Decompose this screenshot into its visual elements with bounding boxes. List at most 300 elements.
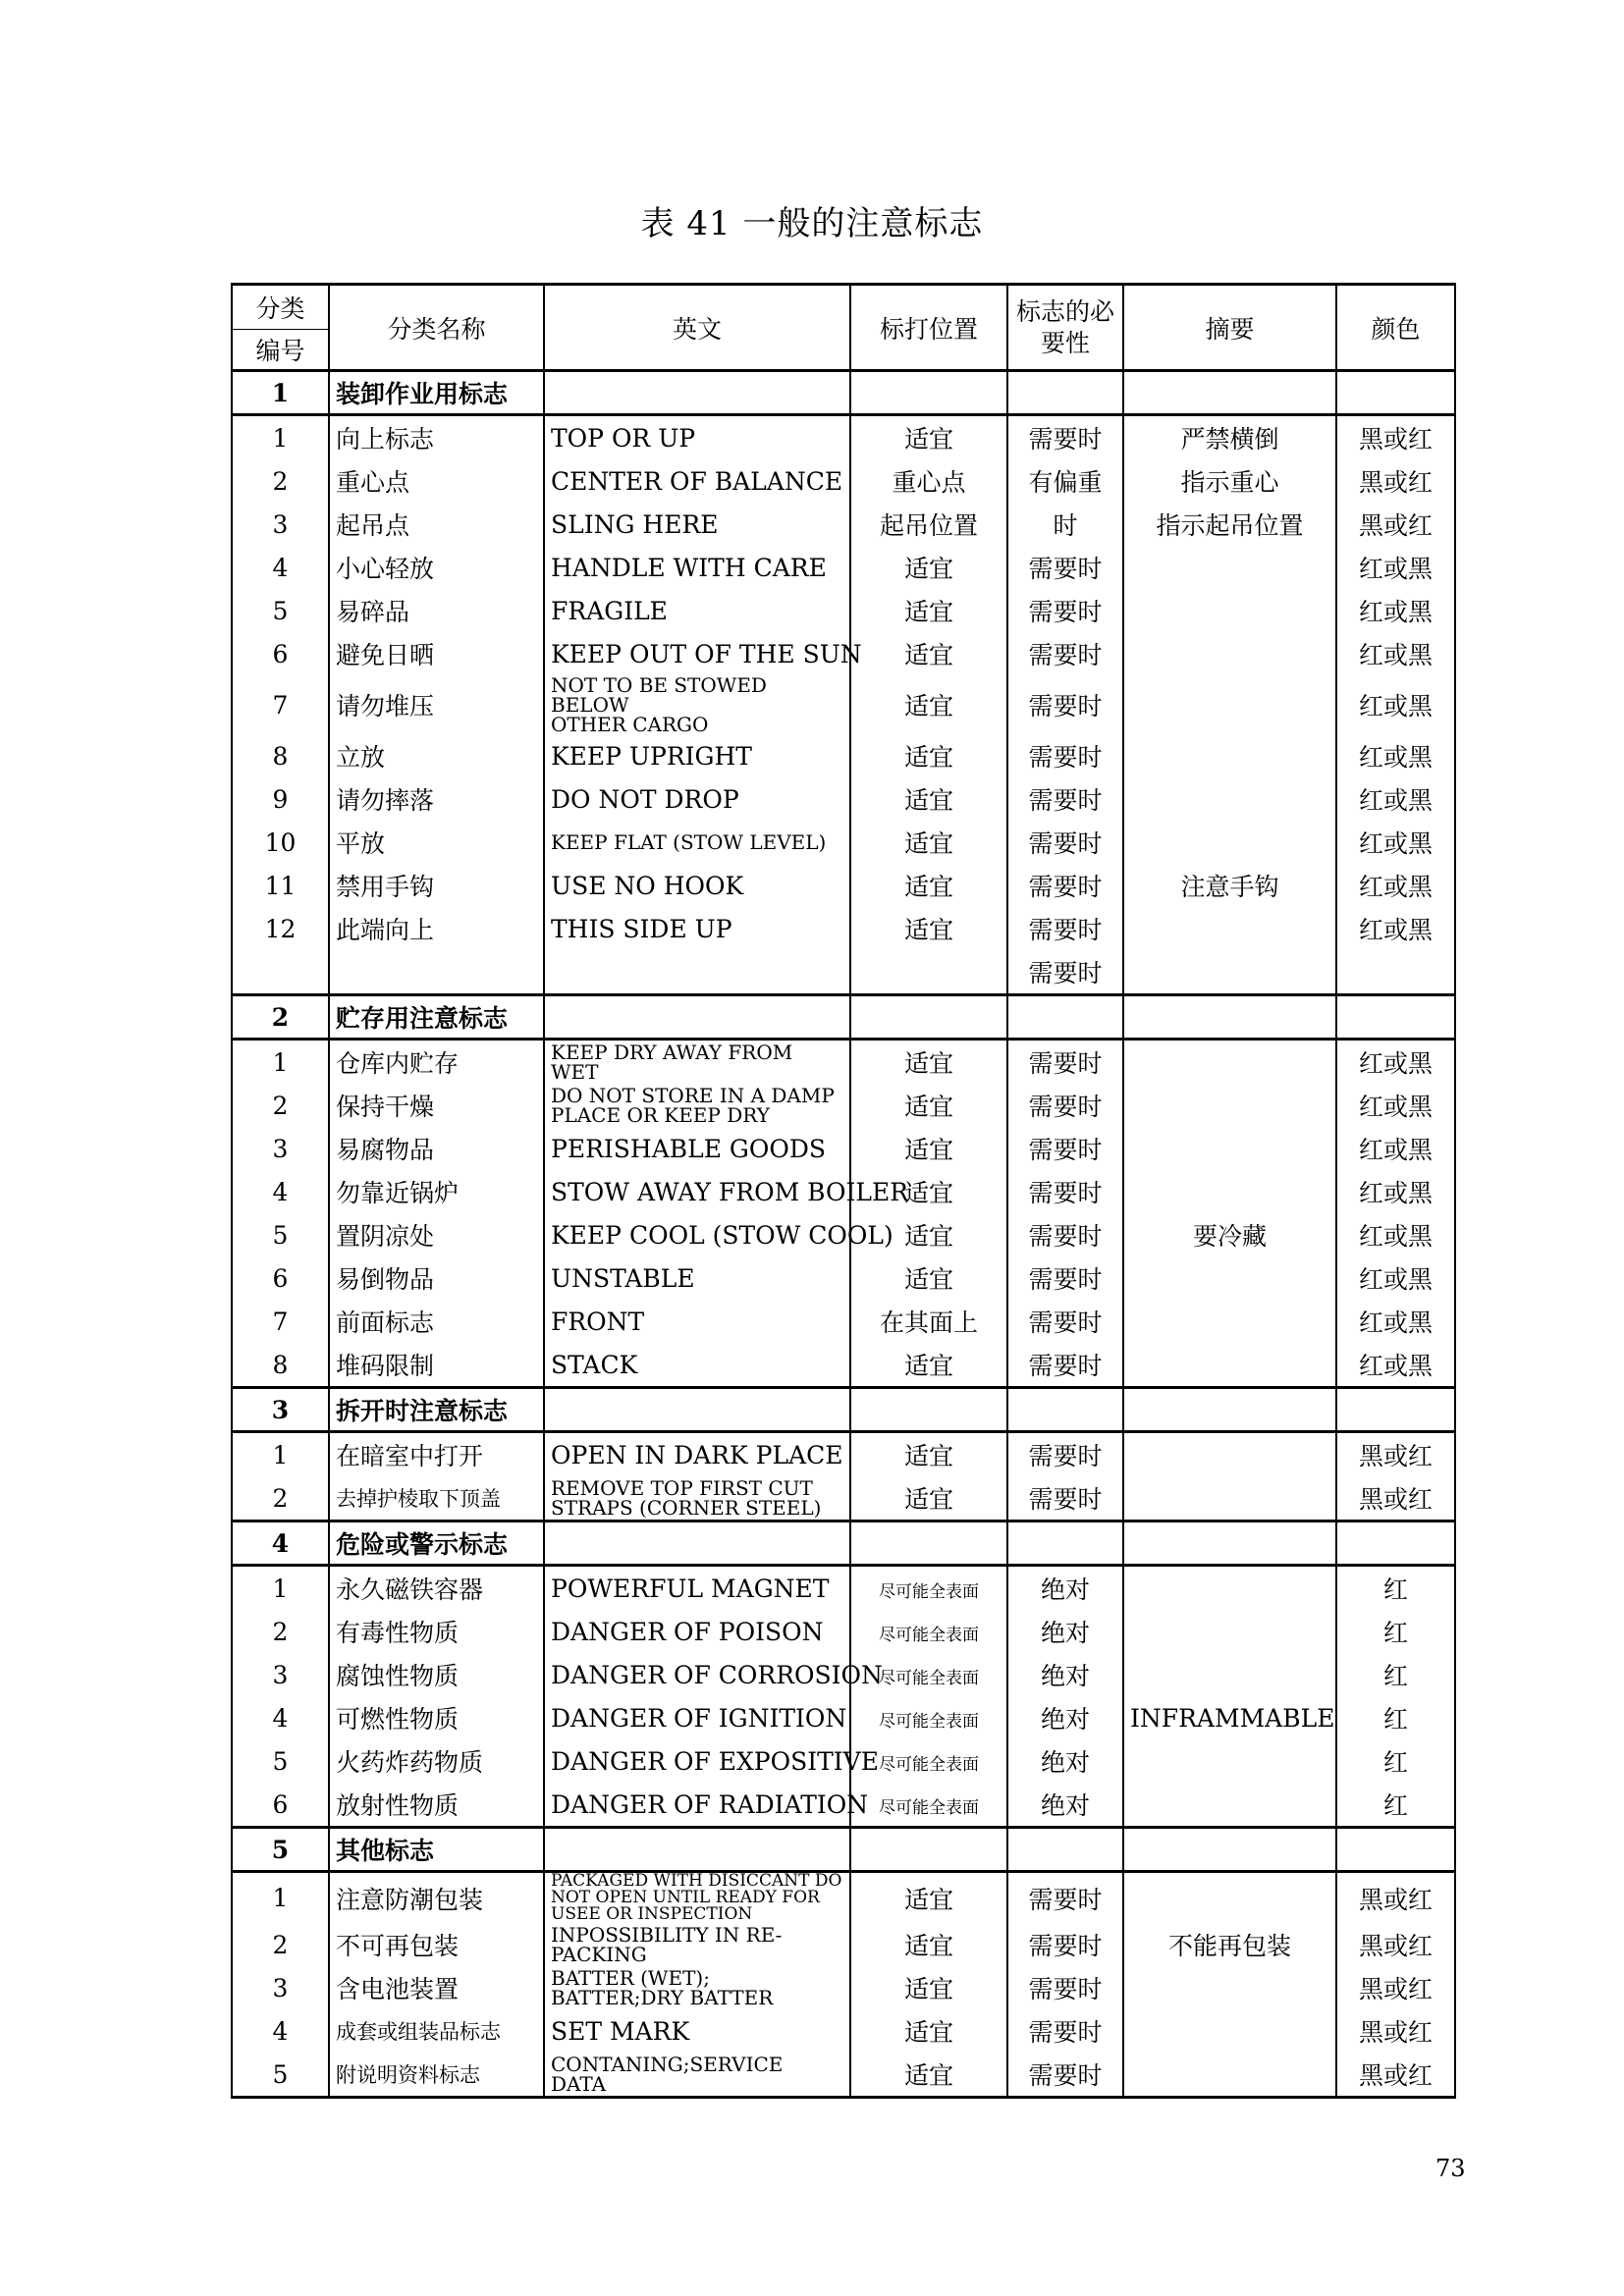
table-row [232,1872,1455,1924]
section-empty-cell [1123,1828,1336,1872]
row-english-text: OPEN IN DARK PLACE [551,1440,843,1469]
row-summary [1123,1653,1336,1696]
row-english-text: STOW AWAY FROM BOILER [551,1177,909,1206]
section-empty-cell [1336,1828,1455,1872]
row-summary [1123,1476,1336,1522]
row-color: 红 [1336,1653,1455,1696]
row-position-text: 适宜 [903,692,953,721]
row-number: 3 [232,503,329,546]
row-summary [1123,1566,1336,1611]
header-color: 颜色 [1336,285,1455,371]
row-english-text: DANGER OF IGNITION [551,1703,847,1733]
section-empty-cell [850,995,1007,1040]
row-color: 红或黑 [1336,1256,1455,1300]
row-necessity: 需要时 [1007,1923,1123,1966]
row-summary [1123,734,1336,777]
row-name-text: 立放 [336,743,386,772]
row-color: 黑或红 [1336,1966,1455,2009]
row-name [329,2009,544,2053]
row-number: 4 [232,1170,329,1213]
row-number: 6 [232,1256,329,1300]
section-number: 4 [232,1522,329,1566]
row-color: 红或黑 [1336,1213,1455,1256]
row-name-text: 请勿摔落 [336,786,435,815]
row-position-text: 尽可能全表面 [879,1625,979,1645]
table-row [232,1256,1455,1300]
row-name [329,415,544,460]
row-english-text: BATTER;DRY BATTER [551,1986,774,2009]
row-necessity: 需要时 [1007,415,1123,460]
row-color: 红或黑 [1336,1170,1455,1213]
section-header-row [232,995,1455,1040]
row-summary [1123,1783,1336,1828]
row-number: 4 [232,1696,329,1739]
row-position-text: 适宜 [903,1179,953,1207]
row-english [544,1739,879,1783]
row-english-text: FRAGILE [551,596,668,625]
row-summary [1123,1966,1336,2009]
row-name [329,589,544,632]
page-title: 表 41 一般的注意标志 [640,204,984,243]
row-position-text: 适宜 [903,1093,953,1121]
row-name-text: 不可再包装 [336,1932,460,1960]
table-row [232,1739,1455,1783]
row-name [329,1566,544,1611]
row-english-text: NOT OPEN UNTIL READY FOR [551,1888,820,1907]
row-color: 红 [1336,1566,1455,1611]
row-english [544,2053,850,2098]
row-english [544,589,850,632]
row-necessity: 时 [1007,503,1123,546]
row-english-text: INPOSSIBILITY IN RE-PACKING [551,1923,783,1966]
row-position-text: 尽可能全表面 [879,1797,979,1818]
row-english-text: PLACE OR KEEP DRY [551,1103,770,1127]
row-number [232,950,329,995]
row-necessity: 需要时 [1007,589,1123,632]
row-name [329,1923,544,1966]
row-position-text: 适宜 [903,1352,953,1380]
row-name-text: 起吊点 [336,511,410,540]
row-position-text: 尽可能全表面 [879,1711,979,1732]
row-number: 8 [232,1343,329,1388]
row-color: 黑或红 [1336,1432,1455,1477]
row-necessity: 需要时 [1007,1170,1123,1213]
row-english-text: CENTER OF BALANCE [551,466,843,496]
row-position-text: 尽可能全表面 [879,1668,979,1688]
row-number: 5 [232,1213,329,1256]
row-name [329,1739,544,1783]
row-english-text: USE NO HOOK [551,871,744,900]
section-empty-cell [544,1522,850,1566]
section-empty-cell [544,1388,850,1432]
row-position [850,1696,1007,1739]
row-position-text: 适宜 [903,1136,953,1164]
row-name-text: 含电池装置 [336,1975,460,2003]
row-color: 红 [1336,1783,1455,1828]
row-number: 7 [232,1300,329,1343]
row-position [850,1127,1007,1170]
row-color: 红或黑 [1336,1040,1455,1085]
row-color: 黑或红 [1336,1476,1455,1522]
row-name [329,821,544,864]
row-english-text: UNSTABLE [551,1263,695,1293]
table-row [232,415,1455,460]
header-code-bottom: 编号 [232,330,329,371]
section-empty-cell [1336,1522,1455,1566]
table-row [232,1213,1455,1256]
row-summary [1123,1040,1336,1085]
row-name-text: 避免日晒 [336,641,435,669]
row-color: 黑或红 [1336,2053,1455,2098]
row-position [850,1300,1007,1343]
row-summary [1123,821,1336,864]
section-name: 拆开时注意标志 [329,1388,544,1432]
row-position [850,1872,1007,1924]
section-empty-cell [544,371,850,415]
row-name [329,1696,544,1739]
row-position [850,1432,1007,1477]
row-necessity: 绝对 [1007,1653,1123,1696]
row-name [329,1653,544,1696]
row-necessity: 需要时 [1007,1040,1123,1085]
row-english-text: KEEP COOL (STOW COOL) [551,1220,893,1250]
row-number: 1 [232,1566,329,1611]
row-english [544,1923,850,1966]
row-color: 红或黑 [1336,589,1455,632]
table-row [232,459,1455,503]
row-position [850,1476,1007,1522]
row-name-text: 有毒性物质 [336,1619,460,1647]
row-position [850,907,1007,950]
row-necessity: 需要时 [1007,2009,1123,2053]
row-name [329,1127,544,1170]
row-summary [1123,1610,1336,1653]
section-number: 2 [232,995,329,1040]
row-color: 红或黑 [1336,734,1455,777]
row-name-text: 置阴凉处 [336,1222,435,1251]
row-necessity: 需要时 [1007,1872,1123,1924]
row-position-text: 适宜 [903,1442,953,1470]
table-row [232,907,1455,950]
row-name-text: 去掉护棱取下顶盖 [336,1487,501,1511]
table-row [232,589,1455,632]
section-empty-cell [1123,371,1336,415]
row-english-text: BATTER (WET); [551,1966,710,1990]
row-english [544,1872,850,1924]
row-name-text: 此端向上 [336,916,435,944]
row-position-text: 尽可能全表面 [879,1581,979,1602]
row-position [850,777,1007,821]
section-empty-cell [544,1828,850,1872]
row-position [850,1256,1007,1300]
row-color: 红或黑 [1336,632,1455,675]
section-header-row [232,371,1455,415]
marking-table [231,283,1456,2099]
row-english-text: KEEP OUT OF THE SUN [551,639,862,668]
row-position-text: 尽可能全表面 [879,1754,979,1775]
row-color: 红或黑 [1336,821,1455,864]
row-necessity: 绝对 [1007,1783,1123,1828]
row-necessity: 需要时 [1007,1966,1123,2009]
row-color: 黑或红 [1336,503,1455,546]
row-summary [1123,675,1336,734]
row-name-text: 注意防潮包装 [336,1885,484,1914]
row-color: 黑或红 [1336,1872,1455,1924]
row-english-text: SLING HERE [551,509,719,539]
row-summary: 注意手钩 [1123,864,1336,907]
table-row [232,1127,1455,1170]
row-number: 9 [232,777,329,821]
row-name [329,1084,544,1127]
row-name [329,1476,544,1522]
table-row [232,864,1455,907]
row-number: 1 [232,1872,329,1924]
header-row [232,285,1455,330]
row-position [850,1966,1007,2009]
row-summary [1123,950,1336,995]
row-name [329,1432,544,1477]
section-empty-cell [1007,1522,1123,1566]
row-english [544,1084,850,1127]
row-english [544,821,850,864]
row-color: 红或黑 [1336,675,1455,734]
row-english [544,777,850,821]
header-position: 标打位置 [850,285,1007,371]
row-number: 2 [232,459,329,503]
row-name [329,777,544,821]
table-row [232,821,1455,864]
row-english [544,1213,893,1256]
row-summary: 指示重心 [1123,459,1336,503]
table-row [232,1966,1455,2009]
row-name-text: 仓库内贮存 [336,1049,460,1078]
row-summary [1123,1872,1336,1924]
row-english-text: PERISHABLE GOODS [551,1134,827,1163]
section-empty-cell [1007,995,1123,1040]
row-necessity: 需要时 [1007,1127,1123,1170]
row-necessity: 有偏重 [1007,459,1123,503]
row-english-text: DANGER OF CORROSION [551,1660,883,1689]
row-english [544,1783,869,1828]
row-number: 1 [232,415,329,460]
row-position-text: 适宜 [903,1265,953,1294]
row-position [850,1783,1007,1828]
table-row [232,503,1455,546]
table-row [232,1610,1455,1653]
row-name [329,1300,544,1343]
row-english [544,675,850,734]
row-name-text: 腐蚀性物质 [336,1662,460,1690]
row-color: 红或黑 [1336,864,1455,907]
row-color: 黑或红 [1336,1923,1455,1966]
row-english-text: POWERFUL MAGNET [551,1574,830,1603]
row-position-text: 适宜 [903,829,953,858]
row-necessity: 需要时 [1007,1343,1123,1388]
row-necessity: 绝对 [1007,1696,1123,1739]
row-necessity: 需要时 [1007,777,1123,821]
row-necessity: 需要时 [1007,2053,1123,2098]
header-english: 英文 [544,285,850,371]
section-empty-cell [1007,1828,1123,1872]
row-necessity: 需要时 [1007,950,1123,995]
row-name-text: 前面标志 [336,1308,435,1337]
row-english [544,415,850,460]
row-name [329,1783,544,1828]
row-number: 2 [232,1610,329,1653]
table-row [232,1040,1455,1085]
row-summary [1123,777,1336,821]
row-position [850,821,1007,864]
row-name-text: 请勿堆压 [336,692,435,721]
row-name-text: 小心轻放 [336,555,435,583]
row-name [329,907,544,950]
section-empty-cell [1007,371,1123,415]
table-row [232,1084,1455,1127]
row-necessity: 需要时 [1007,734,1123,777]
row-english-text: DO NOT STORE IN A DAMP [551,1084,835,1107]
section-name: 贮存用注意标志 [329,995,544,1040]
table-row [232,1653,1455,1696]
section-empty-cell [1336,995,1455,1040]
row-english-text: PACKAGED WITH DISICCANT DO [551,1871,842,1891]
row-english [544,734,850,777]
row-position-text: 适宜 [903,743,953,772]
row-name [329,950,544,995]
row-summary [1123,589,1336,632]
row-english [544,1476,850,1522]
table-row [232,1783,1455,1828]
row-name [329,1256,544,1300]
row-name [329,1872,544,1924]
row-name [329,2053,544,2098]
section-name: 其他标志 [329,1828,544,1872]
table-row [232,675,1455,734]
row-summary [1123,1300,1336,1343]
row-name [329,734,544,777]
row-english [544,546,850,589]
section-empty-cell [850,371,1007,415]
section-empty-cell [1123,1388,1336,1432]
row-position-text: 适宜 [903,1885,953,1914]
row-name-text: 堆码限制 [336,1352,435,1380]
row-english [544,1300,850,1343]
row-position [850,2053,1007,2098]
row-english [544,950,850,995]
row-position [850,1040,1007,1085]
row-name-text: 易腐物品 [336,1136,435,1164]
row-color: 黑或红 [1336,2009,1455,2053]
row-summary [1123,1432,1336,1477]
row-color: 红或黑 [1336,1084,1455,1127]
row-name-text: 平放 [336,829,386,858]
row-number: 11 [232,864,329,907]
row-position-text: 适宜 [903,2018,953,2047]
table-row [232,1343,1455,1388]
row-position [850,1566,1007,1611]
row-summary: 严禁横倒 [1123,415,1336,460]
row-english [544,1256,850,1300]
row-position [850,1343,1007,1388]
row-summary: 要冷藏 [1123,1213,1336,1256]
row-english-text: KEEP UPRIGHT [551,741,752,771]
table-row [232,1696,1455,1739]
row-position-text: 起吊位置 [879,511,978,540]
row-number: 3 [232,1127,329,1170]
row-english-text: REMOVE TOP FIRST CUT [551,1476,813,1500]
row-english-text: DANGER OF POISON [551,1617,824,1646]
row-name [329,632,544,675]
row-position [850,864,1007,907]
row-summary [1123,1127,1336,1170]
row-position-text: 在其面上 [879,1308,978,1337]
row-english-text: CONTANING;SERVICE DATA [551,2053,784,2096]
row-position-text: 适宜 [903,786,953,815]
row-necessity: 需要时 [1007,1084,1123,1127]
row-number: 12 [232,907,329,950]
row-position-text: 适宜 [903,425,953,454]
row-necessity: 需要时 [1007,1300,1123,1343]
row-name [329,864,544,907]
row-number: 5 [232,2053,329,2098]
table-row [232,1300,1455,1343]
row-summary [1123,546,1336,589]
table-row [232,632,1455,675]
row-position-text: 适宜 [903,1932,953,1960]
row-number: 2 [232,1476,329,1522]
section-empty-cell [850,1522,1007,1566]
row-position [850,734,1007,777]
row-position [850,675,1007,734]
row-english-text: OTHER CARGO [551,713,709,736]
row-english-text: TOP OR UP [551,423,696,453]
row-color [1336,950,1455,995]
row-position-text: 适宜 [903,1222,953,1251]
section-empty-cell [1007,1388,1123,1432]
section-name: 装卸作业用标志 [329,371,544,415]
row-necessity: 需要时 [1007,864,1123,907]
row-number: 4 [232,546,329,589]
row-english-text: KEEP DRY AWAY FROM WET [551,1041,793,1084]
row-number: 2 [232,1923,329,1966]
row-number: 5 [232,589,329,632]
row-name-text: 火药炸药物质 [336,1748,484,1777]
row-position-text: 适宜 [903,598,953,626]
row-number: 7 [232,675,329,734]
row-english-text: SET MARK [551,2016,690,2046]
row-english-text: THIS SIDE UP [551,914,732,943]
section-header-row [232,1828,1455,1872]
row-english [544,1343,850,1388]
header-summary: 摘要 [1123,285,1336,371]
row-position [850,546,1007,589]
row-position [850,589,1007,632]
row-name-text: 永久磁铁容器 [336,1575,484,1604]
row-position [850,1610,1007,1653]
row-necessity: 需要时 [1007,1256,1123,1300]
row-name-text: 勿靠近锅炉 [336,1179,460,1207]
row-english [544,2009,850,2053]
row-name [329,1966,544,2009]
row-number: 10 [232,821,329,864]
row-summary: INFRAMMABLE [1123,1696,1336,1739]
row-position-text: 适宜 [903,2061,953,2090]
row-english [544,1653,883,1696]
row-name-text: 向上标志 [336,425,435,454]
row-english-text: DO NOT DROP [551,784,739,814]
row-summary [1123,1170,1336,1213]
row-color: 红或黑 [1336,1300,1455,1343]
row-name-text: 重心点 [336,468,410,497]
